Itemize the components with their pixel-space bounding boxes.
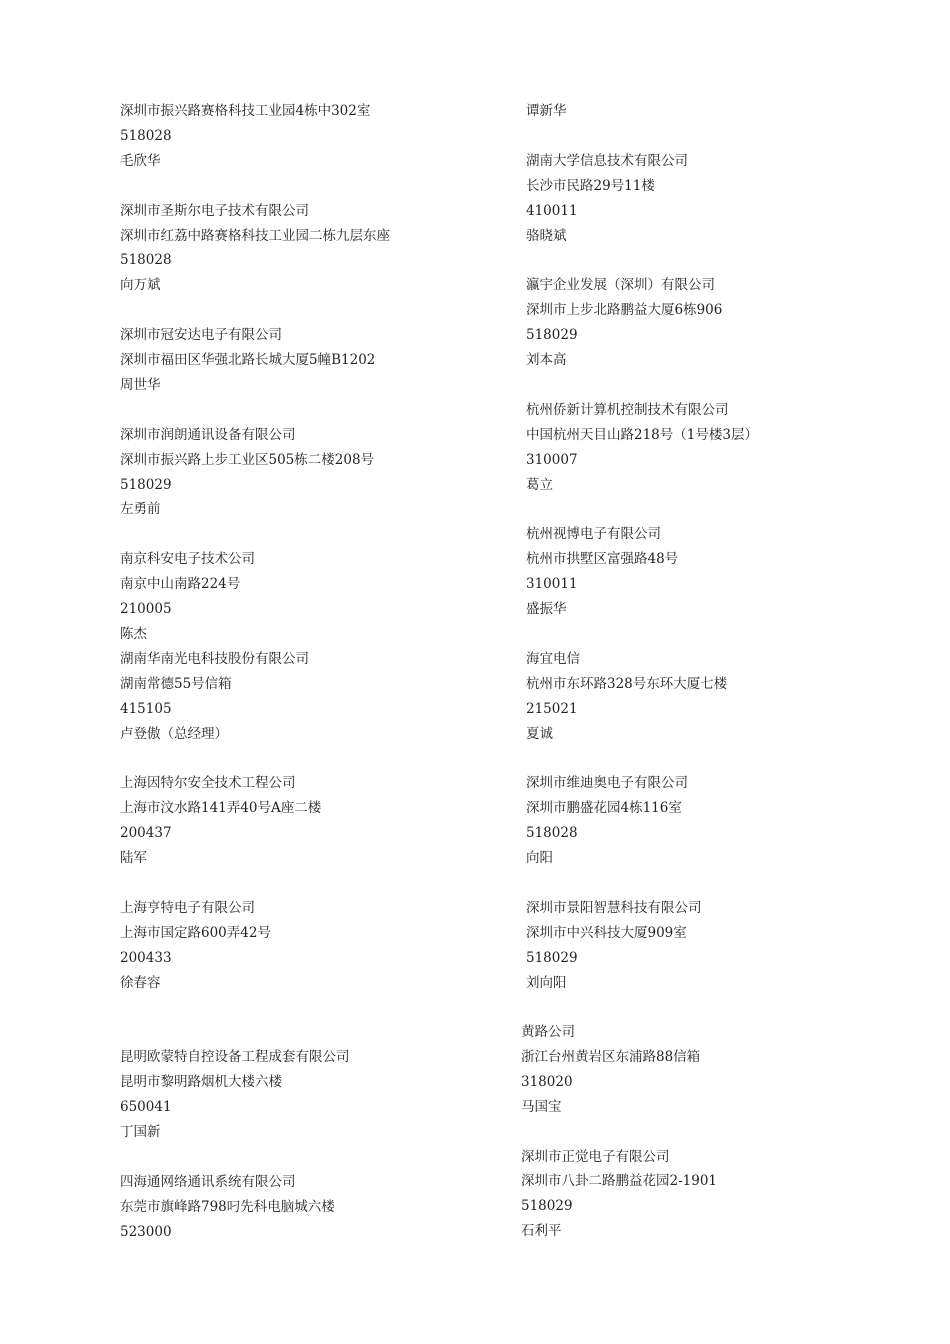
right-column-upper-line: 盛振华 [526, 601, 567, 617]
left-column-line: 518028 [120, 252, 172, 269]
left-column-line: 415105 [120, 700, 172, 717]
left-column-line: 523000 [120, 1223, 172, 1240]
left-column-line: 湖南华南光电科技股份有限公司 [120, 650, 309, 667]
left-column-line: 深圳市润朗通讯设备有限公司 [120, 426, 296, 443]
right-column-lower-line: 318020 [521, 1073, 573, 1090]
left-column-line: 徐春容 [120, 974, 161, 991]
right-column-upper-line: 杭州侨新计算机控制技术有限公司 [526, 401, 729, 418]
left-column-line: 南京科安电子技术公司 [120, 551, 255, 568]
right-column-upper-line: 310011 [526, 576, 578, 593]
left-column-line: 深圳市冠安达电子有限公司 [120, 327, 282, 344]
left-column-line: 200437 [120, 825, 172, 842]
left-column-line: 上海因特尔安全技术工程公司 [120, 775, 296, 792]
right-column-upper-line: 湖南大学信息技术有限公司 [526, 152, 688, 169]
right-column-upper-line: 刘向阳 [526, 974, 567, 991]
left-column-line: 丁国新 [120, 1123, 161, 1140]
left-column-line: 南京中山南路224号 [120, 576, 241, 593]
right-column-upper-line: 葛立 [526, 476, 553, 493]
left-column-line: 上海亨特电子有限公司 [120, 899, 255, 916]
left-column-line: 上海市汶水路141弄40号A座二楼 [120, 800, 322, 817]
left-column-line: 650041 [120, 1099, 172, 1115]
left-column-line: 昆明欧蒙特自控设备工程成套有限公司 [120, 1049, 350, 1066]
left-column-line: 左勇前 [120, 501, 161, 518]
left-column-line: 卢登傲（总经理） [120, 725, 228, 742]
right-column-upper-line: 海宜电信 [526, 650, 580, 667]
right-column-upper-line: 深圳市景阳智慧科技有限公司 [526, 899, 702, 916]
right-column-upper-line: 向阳 [526, 850, 553, 866]
right-column-upper-line: 410011 [526, 202, 578, 219]
right-column-upper-line: 杭州市东环路328号东环大厦七楼 [526, 675, 728, 692]
left-column-line: 518028 [120, 127, 172, 144]
right-column-lower-line: 马国宝 [521, 1098, 562, 1115]
left-column-line: 深圳市红荔中路赛格科技工业园二栋九层东座 [120, 227, 390, 244]
right-column-upper-line: 215021 [526, 700, 578, 717]
left-column-line: 周世华 [120, 376, 161, 393]
right-column-upper-line: 深圳市中兴科技大厦909室 [526, 924, 687, 941]
right-column-lower-line: 深圳市正觉电子有限公司 [521, 1148, 670, 1165]
right-column-upper-line: 518028 [526, 825, 578, 842]
left-column-line: 向万斌 [120, 277, 161, 294]
right-column-upper-line: 刘本高 [526, 352, 567, 368]
left-column-line: 深圳市振兴路赛格科技工业园4栋中302室 [120, 103, 371, 119]
right-column-upper-line: 518029 [526, 327, 578, 344]
right-column-lower-line: 518029 [521, 1198, 573, 1215]
right-column-upper-line: 瀛宇企业发展（深圳）有限公司 [526, 277, 715, 294]
right-column-upper-line: 310007 [526, 451, 578, 468]
right-column-upper-line: 杭州市拱墅区富强路48号 [526, 551, 679, 568]
left-column-line: 上海市国定路600弄42号 [120, 924, 271, 941]
right-column-lower-line: 浙江台州黄岩区东浦路88信箱 [521, 1048, 701, 1065]
left-column-line: 陈杰 [120, 625, 147, 642]
right-column-lower-line: 石利平 [521, 1223, 562, 1240]
left-column-line: 昆明市黎明路烟机大楼六楼 [120, 1074, 282, 1091]
right-column-lower-line: 黄路公司 [521, 1024, 575, 1040]
left-column-line: 深圳市圣斯尔电子技术有限公司 [120, 202, 309, 219]
left-column-line: 518029 [120, 476, 172, 493]
left-column-line: 陆军 [120, 850, 147, 866]
right-column-lower-line: 深圳市八卦二路鹏益花园2-1901 [521, 1173, 718, 1190]
left-column-line: 毛欣华 [120, 152, 161, 169]
left-column-line: 四海通网络通讯系统有限公司 [120, 1173, 296, 1190]
left-column-line: 210005 [120, 601, 172, 617]
right-column-upper-line: 518029 [526, 949, 578, 966]
right-column-upper-line: 中国杭州天目山路218号（1号楼3层） [526, 426, 758, 443]
right-column-upper-line: 夏诚 [526, 725, 553, 742]
left-column-line: 深圳市福田区华强北路长城大厦5幢B1202 [120, 352, 376, 368]
right-column-upper-line: 深圳市上步北路鹏益大厦6栋906 [526, 302, 723, 319]
right-column-upper-line: 深圳市鹏盛花园4栋116室 [526, 800, 682, 817]
left-column-line: 深圳市振兴路上步工业区505栋二楼208号 [120, 451, 375, 468]
left-column-line: 湖南常德55号信箱 [120, 675, 232, 692]
right-column-upper-line: 谭新华 [526, 103, 567, 119]
left-column-line: 东莞市旗峰路798叼先科电脑城六楼 [120, 1198, 335, 1215]
right-column-upper-line: 深圳市维迪奥电子有限公司 [526, 775, 688, 792]
right-column-upper-line: 杭州视博电子有限公司 [526, 526, 661, 543]
right-column-upper-line: 长沙市民路29号11楼 [526, 177, 655, 194]
right-column-upper-line: 骆晓斌 [526, 227, 567, 244]
left-column-line: 200433 [120, 949, 172, 966]
